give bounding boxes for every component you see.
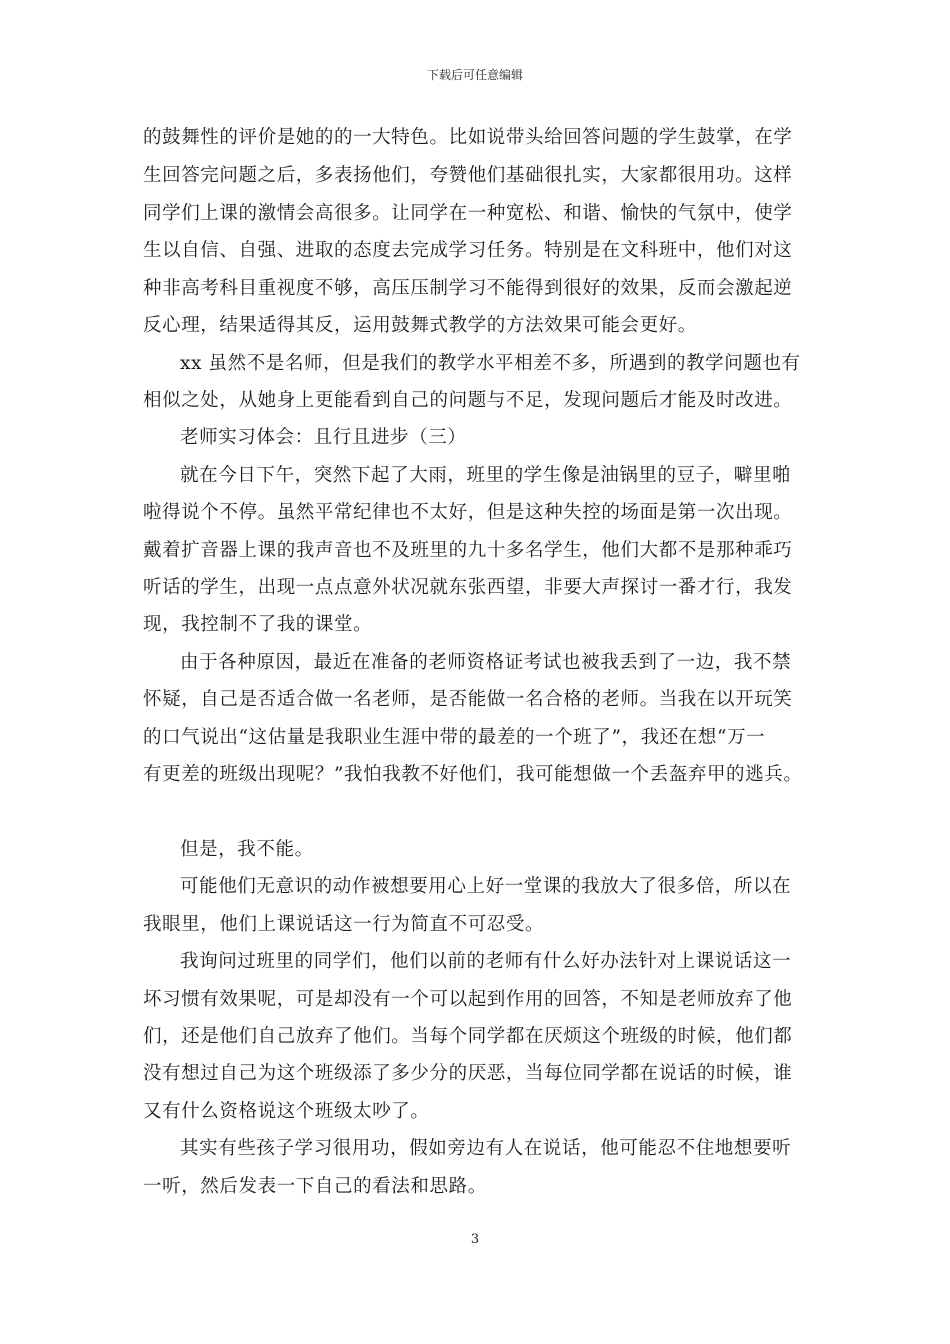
text-line: 由于各种原因，最近在准备的老师资格证考试也被我丢到了一边，我不禁 xyxy=(180,652,792,673)
text-line: 同学们上课的激情会高很多。让同学在一种宽松、和谐、愉快的气氛中，使学 xyxy=(143,203,793,224)
text-line: 的鼓舞性的评价是她的的一大特色。比如说带头给回答问题的学生鼓掌，在学 xyxy=(143,127,793,148)
text-line: 现，我控制不了我的课堂。 xyxy=(143,614,373,635)
text-line: xx 虽然不是名师，但是我们的教学水平相差不多，所遇到的教学问题也有 xyxy=(180,353,801,374)
text-line: 反心理，结果适得其反，运用鼓舞式教学的方法效果可能会更好。 xyxy=(143,315,697,336)
text-line: 一听，然后发表一下自己的看法和思路。 xyxy=(143,1176,487,1197)
section-heading: 老师实习体会：且行且进步（三） xyxy=(180,427,467,448)
text-line: 怀疑，自己是否适合做一名老师，是否能做一名合格的老师。当我在以开玩笑 xyxy=(143,689,793,710)
text-line: 啦得说个不停。虽然平常纪律也不太好，但是这种失控的场面是第一次出现。 xyxy=(143,502,793,523)
text-line: 就在今日下午，突然下起了大雨，班里的学生像是油锅里的豆子，噼里啪 xyxy=(180,465,792,486)
text-line: 但是，我不能。 xyxy=(180,839,314,860)
text-line: 我眼里，他们上课说话这一行为简直不可忍受。 xyxy=(143,914,545,935)
text-line: 种非高考科目重视度不够，高压压制学习不能得到很好的效果，反而会激起逆 xyxy=(143,278,793,299)
text-line: 戴着扩音器上课的我声音也不及班里的九十多名学生，他们大都不是那种乖巧 xyxy=(143,540,793,561)
page-number: 3 xyxy=(470,1232,480,1247)
text-line: 相似之处，从她身上更能看到自己的问题与不足，发现问题后才能及时改进。 xyxy=(143,390,793,411)
text-line: 生以自信、自强、进取的态度去完成学习任务。特别是在文科班中，他们对这 xyxy=(143,240,793,261)
text-line: 们，还是他们自己放弃了他们。当每个同学都在厌烦这个班级的时候，他们都 xyxy=(143,1026,793,1047)
text-line: 生回答完问题之后，多表扬他们，夸赞他们基础很扎实，大家都很用功。这样 xyxy=(143,165,793,186)
text-line: 没有想过自己为这个班级添了多少分的厌恶，当每位同学都在说话的时候，谁 xyxy=(143,1063,793,1084)
text-line: 的口气说出“这估量是我职业生涯中带的最差的一个班了”，我还在想“万一 xyxy=(143,727,766,748)
text-line: 听话的学生，出现一点点意外状况就东张西望，非要大声探讨一番才行，我发 xyxy=(143,577,793,598)
text-line: 其实有些孩子学习很用功，假如旁边有人在说话，他可能忍不住地想要听 xyxy=(180,1138,792,1159)
text-line: 我询问过班里的同学们，他们以前的老师有什么好办法针对上课说话这一 xyxy=(180,951,792,972)
text-line: 坏习惯有效果呢，可是却没有一个可以起到作用的回答，不知是老师放弃了他 xyxy=(143,989,793,1010)
page-header-note: 下载后可任意编辑 xyxy=(426,68,523,82)
text-line: 有更差的班级出现呢？”我怕我教不好他们，我可能想做一个丢盔弃甲的逃兵。 xyxy=(143,764,803,785)
text-line: 又有什么资格说这个班级太吵了。 xyxy=(143,1101,430,1122)
text-line: 可能他们无意识的动作被想要用心上好一堂课的我放大了很多倍，所以在 xyxy=(180,876,792,897)
